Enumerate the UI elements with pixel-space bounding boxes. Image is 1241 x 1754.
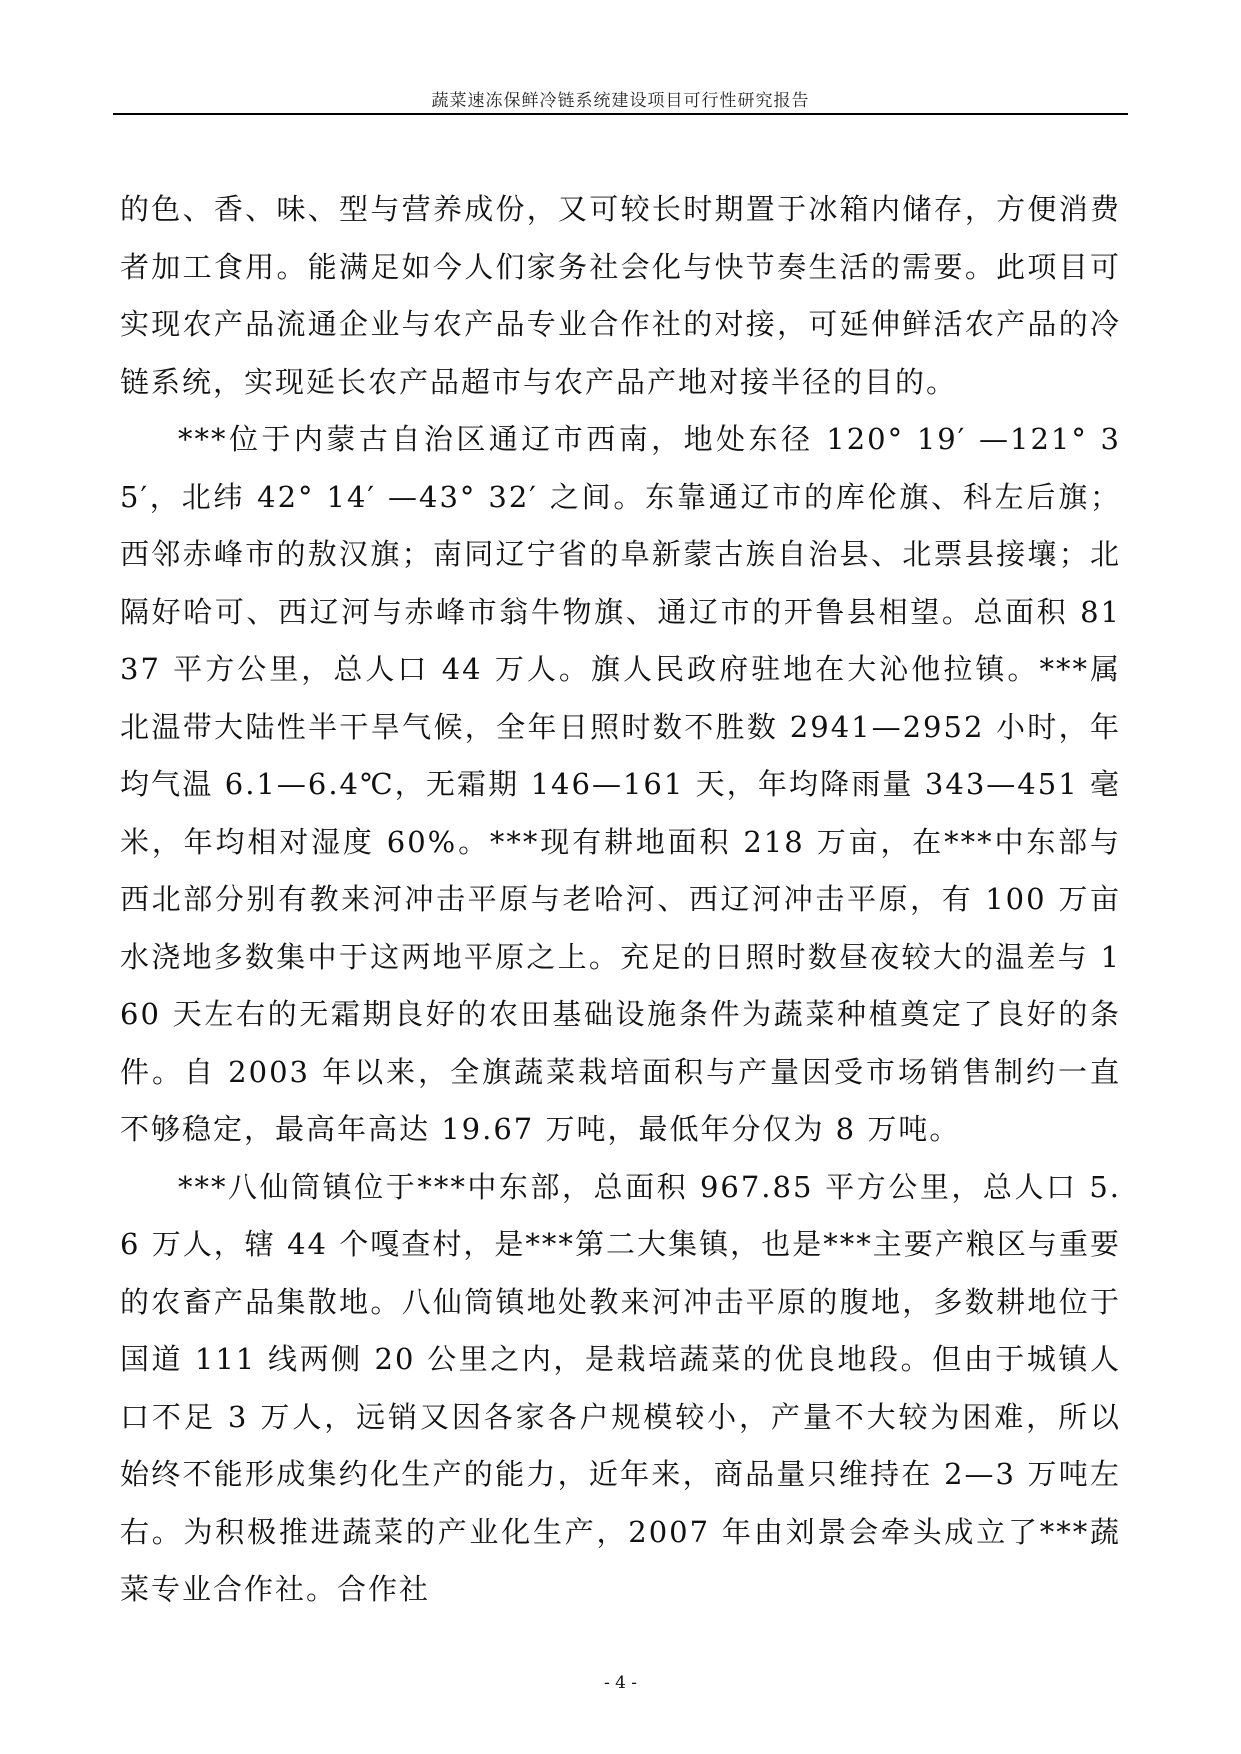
paragraph-region-overview: ***位于内蒙古自治区通辽市西南，地处东径 120° 19′ —121° 35′，北纬 42° 14′ —43° 32′ 之间。东靠通辽市的库伦旗、科左后旗；西邻赤峰市的敖汉旗；南同辽宁省的阜新蒙古族自治县、北票县接壤；北隔好哈可、西辽河与赤峰市翁牛物旗、通辽市的开鲁县相望。总面积 8137 平方公里，总人口 44 万人。旗人民政府驻地在大沁他拉镇。***属北温带大陆性半干旱气候，全年日照时数不胜数 2941—2952 小时，年均气温 6.1—6.4℃，无霜期 146—161 天，年均降雨量 343—451 毫米，年均相对湿度 60%。***现有耕地面积 218 万亩，在***中东部与西北部分别有教来河冲击平原与老哈河、西辽河冲击平原，有 100 万亩水浇地多数集中于这两地平原之上。充足的日照时数昼夜较大的温差与 160 天左右的无霜期良好的农田基础设施条件为蔬菜种植奠定了良好的条件。自 2003 年以来，全旗蔬菜栽培面积与产量因受市场销售制约一直不够稳定，最高年高达 19.67 万吨，最低年分仅为 8 万吨。 [120, 422, 1121, 1146]
page-number: - 4 - [603, 1673, 638, 1693]
paragraph-baxiantong-town: ***八仙筒镇位于***中东部，总面积 967.85 平方公里，总人口 5.6 万人，辖 44 个嘎查村，是***第二大集镇，也是***主要产粮区与重要的农畜产品集散地。八仙筒镇地处教来河冲击平原的腹地，多数耕地位于国道 111 线两侧 20 公里之内，是栽培蔬菜的优良地段。但由于城镇人口不足 3 万人，远销又因各家各户规模较小，产量不大较为困难，所以始终不能形成集约化生产的能力，近年来，商品量只维持在 2—3 万吨左右。为积极推进蔬菜的产业化生产，2007 年由刘景会牵头成立了***蔬菜专业合作社。合作社 [120, 1169, 1121, 1606]
header-divider [113, 113, 1128, 115]
body-text [120, 181, 1121, 1619]
paragraph-continuation: 的色、香、味、型与营养成份，又可较长时期置于冰箱内储存，方便消费者加工食用。能满足如今人们家务社会化与快节奏生活的需要。此项目可实现农产品流通企业与农产品专业合作社的对接，可延伸鲜活农产品的冷链系统，实现延长农产品超市与农产品产地对接半径的目的。 [120, 192, 1121, 399]
running-header: 蔬菜速冻保鲜冷链系统建设项目可行性研究报告 [431, 91, 810, 111]
